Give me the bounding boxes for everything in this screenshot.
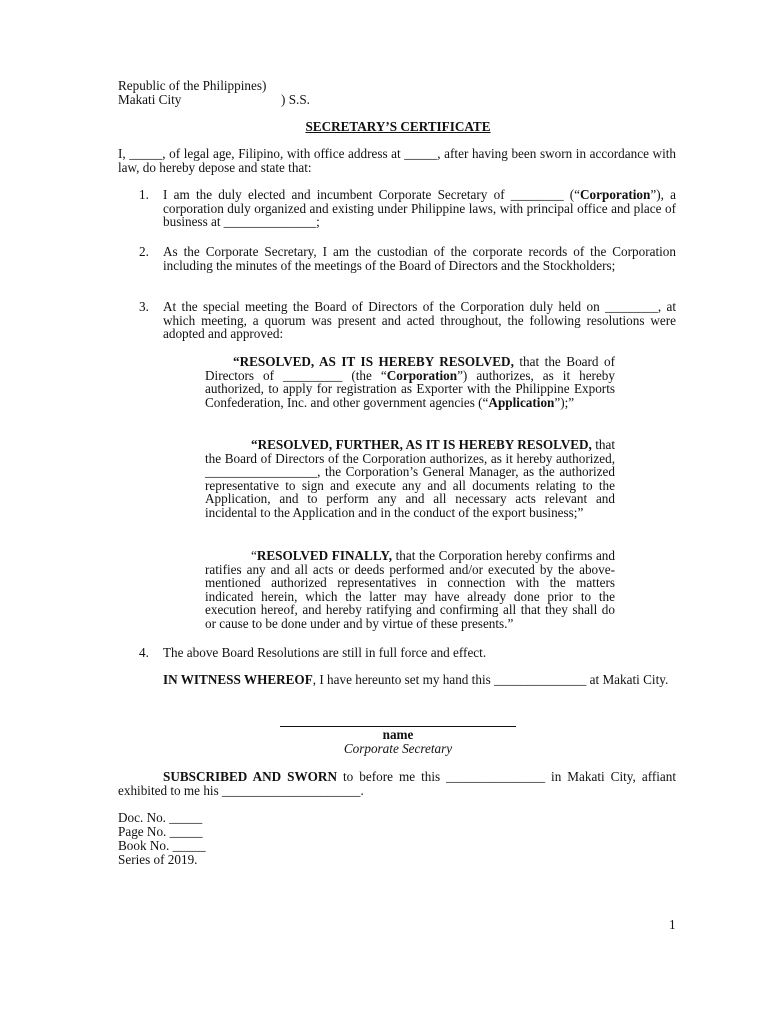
notarial-details (118, 811, 318, 867)
venue-republic: Republic of the Philippines) (118, 78, 267, 93)
list-item-2 (139, 245, 676, 272)
page-number-entry: Page No. _____ (118, 824, 203, 839)
resolution-3: “RESOLVED FINALLY, that the Corporation hereby confirms and ratifies any and all acts or deeds performed and/or executed by the above-mentioned authorized representatives in connection with the matters indicated herein, which the latter may have already done prior to the execution hereof, and hereby ratifying and confirming all that they shall do or cause to be done under and by virtue of these presents.” (205, 548, 615, 631)
jurat-paragraph: SUBSCRIBED AND SWORN to before me this _______________ in Makati City, affiant exhibited to me his _____________________. (118, 769, 677, 798)
list-item-text: At the special meeting the Board of Directors of the Corporation duly held on ________, at which meeting, a quorum was present and acted throughout, the following resolutions were adopted and approved: (163, 299, 676, 342)
series-year: Series of 2019. (118, 852, 198, 867)
list-item-number: 3. (139, 299, 149, 314)
venue-ss: ) S.S. (281, 92, 310, 107)
signatory-title: Corporate Secretary (343, 741, 453, 756)
resolution-2: “RESOLVED, FURTHER, AS IT IS HEREBY RESOLVED, that the Board of Directors of the Corporation authorizes, as it hereby authorized, _________________, the Corporation’s General Manager, as the authorized representative to sign and execute any and all documents relating to the Application, and to perform any and all necessary acts relevant and incidental to the Application and in the conduct of the export business;” (205, 437, 615, 520)
book-number: Book No. _____ (118, 838, 206, 853)
list-item-4 (139, 646, 676, 660)
list-item-text: The above Board Resolutions are still in full force and effect. (163, 645, 487, 660)
list-item-text: As the Corporate Secretary, I am the custodian of the corporate records of the Corporation including the minutes of the meetings of the Board of Directors and the Stockholders; (163, 244, 676, 273)
intro-paragraph: I, _____, of legal age, Filipino, with office address at _____, after having been sworn in accordance with law, do hereby depose and state that: (118, 146, 676, 175)
list-item-3 (139, 300, 676, 341)
list-item-number: 2. (139, 244, 149, 259)
resolution-1: “RESOLVED, AS IT IS HEREBY RESOLVED, that the Board of Directors of _________ (the “Corporation”) authorizes, as it hereby authorized, to apply for registration as Exporter with the Philippine Exports Confederation, Inc. and other government agencies (“Application”);” (205, 354, 615, 410)
witness-paragraph: IN WITNESS WHEREOF, I have hereunto set my hand this ______________ at Makati City. (163, 672, 669, 687)
doc-number: Doc. No. _____ (118, 810, 203, 825)
list-item-number: 1. (139, 187, 149, 202)
signatory-name: name (382, 727, 414, 742)
document-title: SECRETARY’S CERTIFICATE (305, 119, 491, 134)
list-item-number: 4. (139, 645, 149, 660)
list-item-text: I am the duly elected and incumbent Corporate Secretary of ________ (“Corporation”), a corporation duly organized and existing under Philippine laws, with principal office and place of business at ______________; (163, 187, 676, 230)
venue-block (118, 79, 418, 107)
venue-city: Makati City (118, 92, 182, 107)
list-item-1 (139, 188, 676, 229)
page-number: 1 (669, 917, 676, 932)
